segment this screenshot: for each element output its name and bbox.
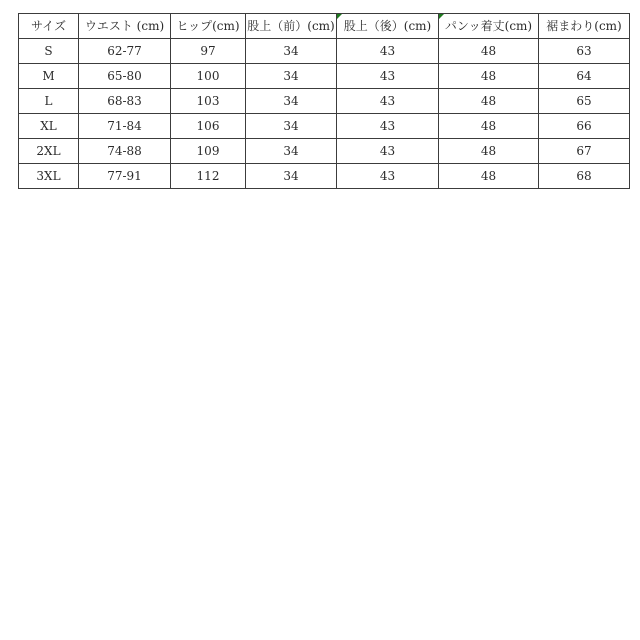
header-rise-back bbox=[337, 14, 439, 39]
size-cell: XL bbox=[19, 114, 79, 139]
rise-front-cell: 34 bbox=[246, 89, 337, 114]
rise-back-cell: 43 bbox=[337, 89, 439, 114]
rise-front-cell: 34 bbox=[246, 164, 337, 189]
waist-cell: 65-80 bbox=[79, 64, 171, 89]
size-cell: L bbox=[19, 89, 79, 114]
hip-cell: 97 bbox=[171, 39, 246, 64]
hip-cell: 106 bbox=[171, 114, 246, 139]
hip-cell: 100 bbox=[171, 64, 246, 89]
waist-cell: 71-84 bbox=[79, 114, 171, 139]
header-pants-length-label: パンッ着丈(cm) bbox=[444, 19, 533, 33]
size-cell: 3XL bbox=[19, 164, 79, 189]
rise-front-cell: 34 bbox=[246, 114, 337, 139]
hip-cell: 109 bbox=[171, 139, 246, 164]
header-hem: 裾まわり(cm) bbox=[539, 14, 630, 39]
hip-cell: 103 bbox=[171, 89, 246, 114]
rise-back-cell: 43 bbox=[337, 114, 439, 139]
hem-cell: 65 bbox=[539, 89, 630, 114]
size-chart-table bbox=[18, 13, 630, 189]
green-corner-marker-icon bbox=[439, 14, 444, 19]
table-row-l bbox=[19, 89, 630, 114]
table-row-2xl bbox=[19, 139, 630, 164]
table-row-m bbox=[19, 64, 630, 89]
hem-cell: 64 bbox=[539, 64, 630, 89]
rise-front-cell: 34 bbox=[246, 39, 337, 64]
table-row-xl bbox=[19, 114, 630, 139]
size-chart bbox=[18, 13, 629, 189]
pants-length-cell: 48 bbox=[439, 139, 539, 164]
rise-front-cell: 34 bbox=[246, 139, 337, 164]
rise-front-cell: 34 bbox=[246, 64, 337, 89]
pants-length-cell: 48 bbox=[439, 89, 539, 114]
waist-cell: 68-83 bbox=[79, 89, 171, 114]
header-row bbox=[19, 14, 630, 39]
size-cell: M bbox=[19, 64, 79, 89]
hem-cell: 67 bbox=[539, 139, 630, 164]
size-cell: S bbox=[19, 39, 79, 64]
pants-length-cell: 48 bbox=[439, 64, 539, 89]
rise-back-cell: 43 bbox=[337, 64, 439, 89]
header-rise-back-label: 股上（後）(cm) bbox=[343, 19, 432, 33]
green-corner-marker-icon bbox=[337, 14, 342, 19]
hem-cell: 68 bbox=[539, 164, 630, 189]
header-hip: ヒップ(cm) bbox=[171, 14, 246, 39]
table-row-s bbox=[19, 39, 630, 64]
table-row-3xl bbox=[19, 164, 630, 189]
header-rise-front: 股上（前）(cm) bbox=[246, 14, 337, 39]
waist-cell: 74-88 bbox=[79, 139, 171, 164]
pants-length-cell: 48 bbox=[439, 114, 539, 139]
header-waist: ウエスト (cm) bbox=[79, 14, 171, 39]
pants-length-cell: 48 bbox=[439, 39, 539, 64]
hem-cell: 63 bbox=[539, 39, 630, 64]
rise-back-cell: 43 bbox=[337, 164, 439, 189]
hem-cell: 66 bbox=[539, 114, 630, 139]
hip-cell: 112 bbox=[171, 164, 246, 189]
rise-back-cell: 43 bbox=[337, 139, 439, 164]
rise-back-cell: 43 bbox=[337, 39, 439, 64]
size-cell: 2XL bbox=[19, 139, 79, 164]
waist-cell: 77-91 bbox=[79, 164, 171, 189]
header-pants-length bbox=[439, 14, 539, 39]
pants-length-cell: 48 bbox=[439, 164, 539, 189]
waist-cell: 62-77 bbox=[79, 39, 171, 64]
header-size: サイズ bbox=[19, 14, 79, 39]
